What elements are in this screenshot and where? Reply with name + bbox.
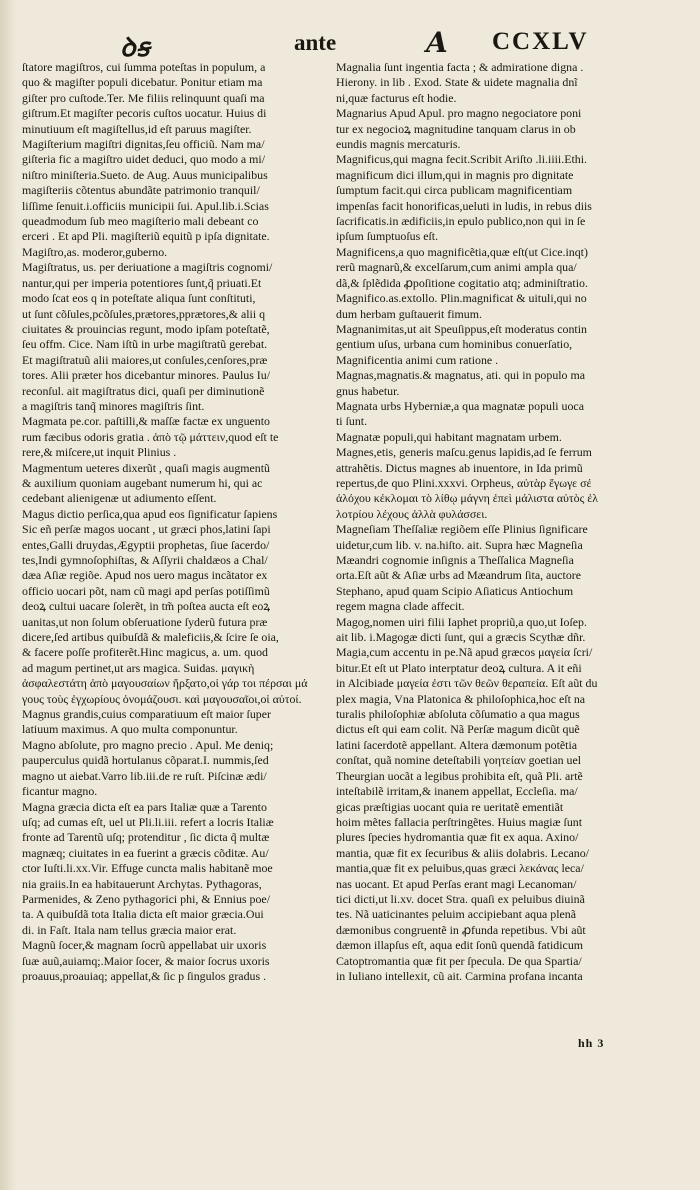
text-line: attrahẽtis. Dictus magnes ab inuentore, in Ida primũ (336, 460, 583, 475)
text-line: ipſum ſumptuoſus eſt. (336, 229, 439, 244)
text-line: Magnanimitas,ut ait Speuſippus,eſt moderatus contin (336, 321, 587, 336)
text-line: cedebant alienigenæ ut adiumento eſſent. (22, 491, 217, 506)
text-line: dicere,ſed artibus quibuſdã & maleficiis,& ſcire ſe oia, (22, 630, 279, 645)
text-line: dæa Aſiæ regiõe. Apud nos uero magus incãtator ex (22, 568, 268, 583)
text-line: & facere poſſe profiterẽt.Hinc magicus, a. um. quod (22, 645, 268, 660)
text-line: gicas præſtigias uocant quia re ueritatẽ ementiãt (336, 799, 564, 814)
text-line: dã,& ſplẽdida ꝓpoſitione cogitatio atq; adminiſtratio. (336, 275, 588, 290)
text-line: Stephano, apud quam Scipio Aſiaticus Antiochum (336, 583, 574, 598)
text-line: ſuæ auũ,auiamq;.Maior ſocer, & maior ſocrus uxoris (22, 953, 270, 968)
text-line: giſter pro cuſtode.Ter. Me filiis relinquunt quaſi ma (22, 90, 265, 105)
text-line: Magnus grandis,cuius comparatiuum eſt maior ſuper (22, 707, 271, 722)
text-line: impenſas facit honorificas,ueluti in ludis, in rebus diis (336, 198, 592, 213)
text-line: dæmon illapſus eſt, aqua edit ſonũ quendã fatidicum (336, 938, 584, 953)
running-head: ante (294, 30, 337, 55)
text-line: gnus habetur. (336, 383, 400, 398)
text-line: dæmonibus congruentẽ in ꝓfunda repetibus. Vbi aũt (336, 922, 586, 937)
text-line: Magmentum ueteres dixerũt , quaſi magis augmentũ (22, 460, 270, 475)
page-gutter (0, 0, 16, 1190)
text-line: Magus dictio perſica,qua apud eos ſignificatur ſapiens (22, 506, 278, 521)
text-line: tes. Nã uaticinantes peluim accipiebant aqua plenã (336, 907, 577, 922)
text-line: Catoptromantia quæ fit per ſpecula. De qua Spartia/ (336, 953, 582, 968)
text-line: entes,Galli druydas,Ægyptii prophetas, ſiue ſacerdo/ (22, 537, 270, 552)
text-line: orta.Eſt aũt & Aſiæ urbs ad Mæandrum ſita, auctore (336, 568, 582, 583)
text-line: ctor Iuſti.li.xx.Vir. Effuge cuncta malis habitanẽ moe (22, 861, 273, 876)
text-line: Magmata pe.cor. paſtilli,& maſſæ factæ ex unguento (22, 414, 270, 429)
text-line: ſtatore magiſtros, cui ſumma poteſtas in populum, a (22, 60, 266, 74)
text-line: magnæq; ciuitates in ea fuerint a græcis cõditæ. Au/ (22, 845, 269, 860)
text-line: modo ſcat eos q in poteſtate aliqua ſunt conſtituti, (22, 291, 256, 306)
text-line: tici dicti,ut li.xv. docet Stra. quaſi ex peluibus diuinã (336, 891, 585, 906)
text-line: conſtat, quã nomine deteſtabili γοητείαν goetian uel (336, 753, 582, 768)
text-line: dum herbam guſtauerit fimum. (336, 306, 482, 321)
text-line: Magnificentia animi cum ratione . (336, 352, 499, 367)
text-line: rerũ magnarũ,& excelſarum,cum animi ampla qua/ (336, 260, 577, 275)
text-line: nantur,qui per imperia potentiores ſunt,q̃ priuati.Et (22, 275, 262, 290)
text-line: pauperculus quidã hortulanus cõparat.I. nummis,ſed (22, 753, 269, 768)
text-line: gentium uſus, urbana cum hominibus conuerſatio, (336, 337, 573, 352)
text-line: Mæandri cognomie inſignis a Theſſalica Magneſia (336, 553, 574, 567)
text-line: tes,Indi gymnoſophiſtas, & Aſſyrii chaldæos a Chal/ (22, 553, 268, 567)
text-line: dictus eſt qui eam colit. Nã Perſæ magum dicũt quẽ (336, 722, 580, 737)
text-line: Magnata urbs Hyberniæ,a qua magnatæ populi uoca (336, 398, 584, 413)
text-line: nia graiis.In ea habitauerunt Archytas. Pythagoras, (22, 876, 262, 891)
header-section-letter: A (426, 26, 448, 59)
text-line: giſtrum.Et magiſter pecoris cuſtos uocatur. Huius di (22, 106, 267, 121)
text-line: liſſime ſenuit.i.officiis municipii ſui. Apul.lib.i.Scias (22, 198, 269, 213)
text-line: Hierony. in lib . Exod. State & uidete magnalia dnĩ (336, 75, 578, 90)
text-line: Magnatæ populi,qui habitant magnatam urbem. (336, 429, 562, 444)
text-line: magno ut aiebat.Varro lib.iii.de re ruſt. Piſcinæ ædi/ (22, 768, 267, 783)
text-line: inteſtabilẽ irritam,& inanem appellat, Eccleſia. ma/ (336, 784, 578, 799)
text-line: γους τοὺς ἐγχωρίους ὀνομάζουσι. καὶ μαγουσαῖοι,οἱ αὐτοί. (22, 691, 302, 706)
text-line: Magno abſolute, pro magno precio . Apul. Me deniq; (22, 737, 274, 752)
text-line: minutiuum eſt magiſtellus,id eſt paruus magiſter. (22, 121, 252, 136)
text-line: λοτρίου λέχους ἀλλὰ φυλάσσει. (336, 506, 488, 521)
text-line: ta. A quibuſdã tota Italia dicta eſt maior græcia.Oui (22, 907, 264, 922)
text-line: ti ſunt. (336, 414, 368, 429)
text-line: Magia,cum accentu in pe.Nã apud græcos μαγεία ſcri/ (336, 645, 593, 660)
text-line: quo & magiſter populi dicebatur. Ponitur etiam ma (22, 75, 263, 90)
text-line: latiuum maximus. A quo multa componuntur. (22, 722, 238, 737)
text-line: eundis magnis mercaturis. (336, 137, 461, 152)
text-line: ad magum pertinet,ut ars magica. Suidas. μαγικὴ (22, 660, 255, 675)
text-line: Magog,nomen uiri filii Iaphet propriũ,a quo,ut Ioſep. (336, 614, 587, 629)
text-line: rum fæcibus odoris gratia . ἀπὸ τῷ μάττειν,quod eſt te (22, 429, 279, 444)
text-line: giſteria fic a magiſtro uidet deduci, quo modo a mi/ (22, 152, 266, 167)
text-line: in Alcibiade μαγεία ἐστι τῶν θεῶν θεραπεία. Eſt aũt du (336, 676, 598, 691)
signature-mark: hh 3 (578, 1036, 605, 1050)
text-line: tores. Alii præter hos dicebantur minores. Paulus Iu/ (22, 368, 271, 383)
text-line: reconſul. ait magiſtratus dici, quaſi per diminutionẽ (22, 383, 265, 398)
text-line: latini ſacerdotẽ appellant. Altera dæmonum potẽtia (336, 737, 578, 752)
text-line: Magnificus,qui magna fecit.Scribit Ariſto .li.iiii.Ethi. (336, 152, 587, 167)
text-line: ait lib. i.Magogæ dicti ſunt, qui a græcis Scythæ dñr. (336, 630, 586, 645)
left-column (22, 60, 334, 984)
text-line: uidetur,cum lib. v. na.hiſto. ait. Supra hæc Magneſia (336, 537, 583, 552)
text-line: rere,& miſcere,ut inquit Plinius . (22, 445, 177, 460)
text-line: ἀλόχου κέκλομαι τὸ λίθῳ μάγνη ἐπεὶ μάλιστα αὐτὸς ἐλ (336, 491, 599, 506)
text-line: Magnũ ſocer,& magnam ſocrũ appellabat uir uxoris (22, 938, 267, 953)
text-line: deoꝝ cultui uacare ſolerẽt, in tm̃ poſtea aucta eſt eoꝝ (22, 599, 271, 614)
text-line: hoim mẽtes fallacia perſtringẽtes. Huius magiæ ſunt (336, 814, 583, 829)
text-line: repertus,de quo Plini.xxxvi. Orpheus, αὐτὰρ ἔγωγε σέ (336, 475, 592, 490)
text-line: ut ſunt cõſules,pcõſules,prætores,pprætores,& alii q (22, 306, 266, 321)
text-line: ficantur magno. (22, 784, 98, 799)
text-line: Parmenides, & Zeno pythagorici phi, & Ennius poe/ (22, 891, 271, 906)
text-line: plex magia, Vna Platonica & philoſophica,hoc eſt na (336, 691, 586, 706)
text-line: erceri . Et apd Pli. magiſteriũ equitũ p ipſa dignitate. (22, 229, 270, 244)
text-line: uſq; ad cumas eſt, uel ut Pli.li.iii. refert a locris Italiæ (22, 814, 274, 829)
text-line: Sic eñ perſæ magos uocant , ut græci phos,latini ſapi (22, 522, 271, 537)
running-header (0, 24, 700, 64)
text-line: queadmodum ſub meo magiſterio mali debeant co (22, 214, 259, 229)
text-line: uanitas,ut non ſolum obſeruatione ſyderũ futura præ (22, 614, 268, 629)
text-line: mantia,quæ fit ex peluibus,quas græci λεκάνας leca/ (336, 861, 584, 876)
text-line: magiſteriis cõtentus abundãte patrimonio tranquil/ (22, 183, 260, 198)
text-line: plures ſpecies hydromantia quæ fit ex aqua. Axino/ (336, 830, 579, 845)
text-line: mantia, quæ fit ex ſecuribus & aliis dolabris. Lecano/ (336, 845, 589, 860)
text-line: turalis philoſophiæ abſoluta cõſumatio a qua magus (336, 707, 580, 722)
text-line: ciuitates & prouincias regunt, modo ipſam poteſtatẽ, (22, 321, 270, 336)
text-line: ſeu offm. Cice. Nam iſtũ in urbe magiſtratũ gerebat. (22, 337, 268, 352)
text-line: regem magna clade affecit. (336, 599, 465, 614)
text-line: Magnalia ſunt ingentia facta ; & admiratione digna . (336, 60, 584, 74)
text-line: Magneſiam Theſſaliæ regiõem eſſe Plinius ſignificare (336, 522, 588, 537)
text-line: Magiſtro,as. moderor,guberno. (22, 244, 168, 259)
text-line: fronte ad Tarentũ uſq; protenditur , ſic dicta q̃ multæ (22, 830, 270, 845)
header-left-mark: ꝺꞩ (120, 33, 151, 63)
right-column (336, 60, 654, 984)
text-line: magnificum dici illum,qui in magnis pro dignitate (336, 167, 574, 182)
text-line: bitur.Et eſt ut Plato interptatur deoꝝ cultura. A it eñi (336, 660, 582, 675)
text-line: niſtro miniſteria.Sueto. de Aug. Auus municipalibus (22, 167, 268, 182)
text-line: ni,quæ facturus eſt hodie. (336, 90, 457, 105)
text-line: ſacrificatis.in ædificiis,in epulo publico,non qui in ſe (336, 214, 586, 229)
text-line: nas uocant. Et apud Perſas erant magi Lecanoman/ (336, 876, 577, 891)
text-line: Theurgian uocãt a legibus prohibita eſt, quã Pli. artẽ (336, 768, 583, 783)
text-line: ſumptum facit.qui circa publicam magnificentiam (336, 183, 573, 198)
text-line: Magna græcia dicta eſt ea pars Italiæ quæ a Tarento (22, 799, 267, 814)
text-line: Et magiſtratuũ alii maiores,ut conſules,cenſores,præ (22, 352, 268, 367)
text-line: a magiſtris tanq̃ minores magiſtris ſint. (22, 398, 205, 413)
text-line: Magnas,magnatis.& magnatus, ati. qui in populo ma (336, 368, 586, 383)
text-line: ἀσφαλεστάτη ἀπὸ μαγουσαίων ἤρξατο,οἱ γάρ τοι πέρσαι μά (22, 676, 308, 691)
text-line: Magiſtratus, us. per deriuatione a magiſtris cognomi/ (22, 260, 273, 275)
text-line: tur ex negocioꝝ magnitudine tanquam clarus in ob (336, 121, 576, 136)
text-line: Magnes,etis, generis maſcu.genus lapidis,ad ſe ferrum (336, 445, 592, 460)
text-line: Magnificens,a quo magnificẽtia,quæ eſt(ut Cice.inqt) (336, 244, 588, 259)
text-line: & auxilium quoniam augebant numerum hi, qui ac (22, 475, 263, 490)
text-line: di. in Faſt. Itala nam tellus græcia maior erat. (22, 922, 237, 937)
text-line: proauus,proauiaq; appellat,& ſic p ſingulos gradus . (22, 968, 267, 983)
text-line: officio uocari põt, nam cũ magi apd perſas potiſſimũ (22, 583, 270, 598)
text-line: in Iuliano intellexit, cũ ait. Carmina profana incanta (336, 968, 583, 983)
text-line: Magiſterium magiſtri dignitas,ſeu officiũ. Nam ma/ (22, 137, 265, 152)
text-line: Magnarius Apud Apul. pro magno negociatore poni (336, 106, 582, 121)
folio-number: CCXLV (492, 28, 589, 55)
text-line: Magnifico.as.extollo. Plin.magnificat & uituli,qui no (336, 291, 587, 306)
